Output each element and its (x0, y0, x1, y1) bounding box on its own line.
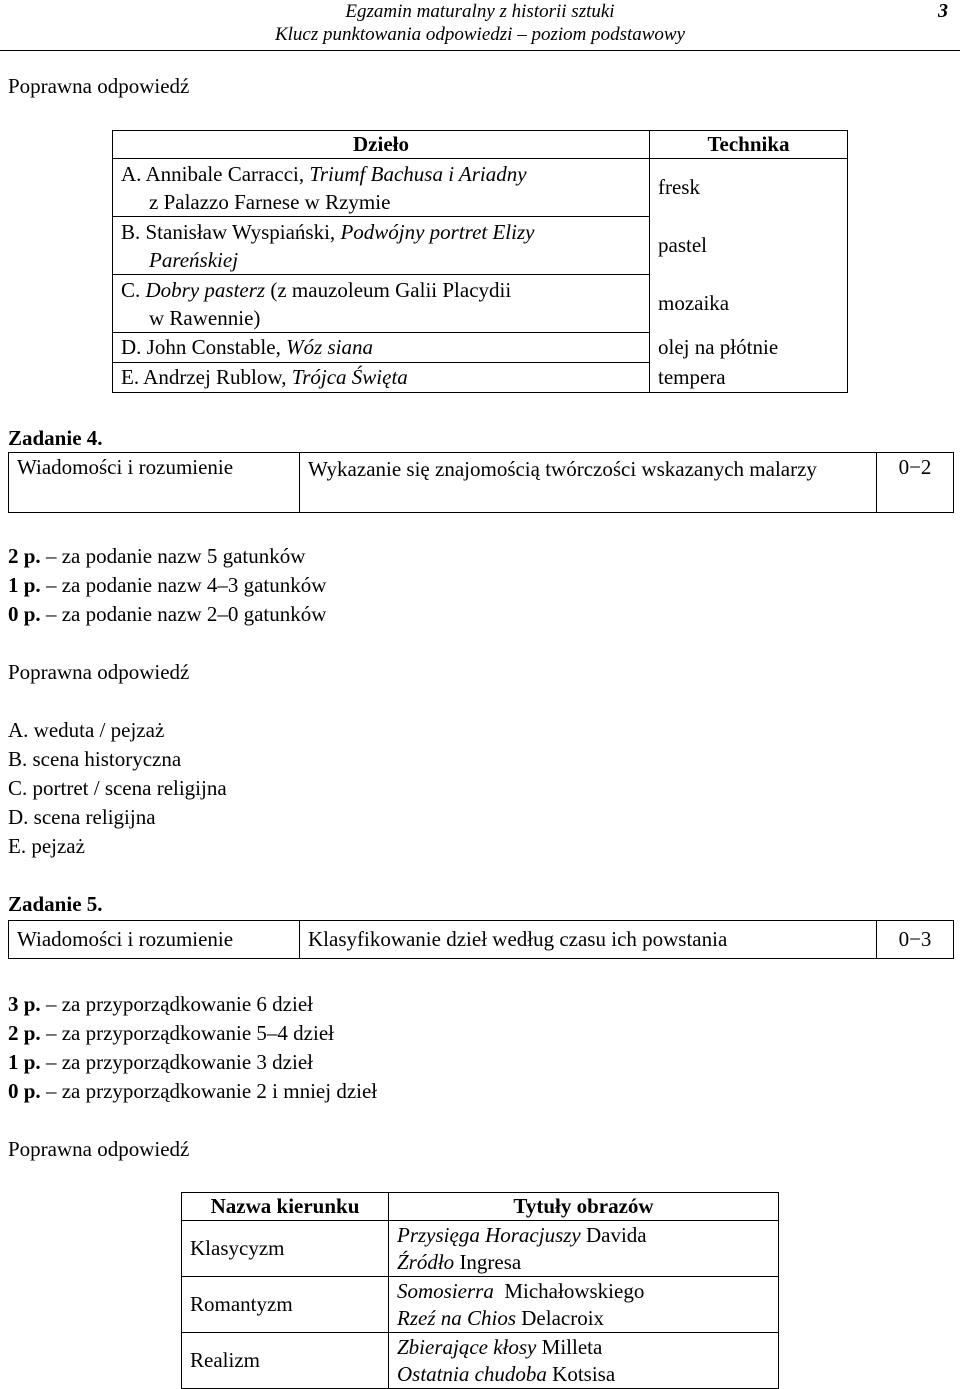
header-title: Egzamin maturalny z historii sztuki (345, 1, 615, 22)
technique-cell: fresk (650, 159, 848, 217)
movement-name: Klasycyzm (182, 1221, 389, 1277)
task5-description: Klasyfikowanie dzieł według czasu ich powstania (300, 921, 877, 959)
page-number: 3 (938, 0, 948, 22)
task4-title: Zadanie 4. (8, 426, 103, 450)
movement-name: Realizm (182, 1333, 389, 1389)
header-divider (0, 50, 960, 51)
task4-answer: B. scena historyczna (8, 747, 182, 771)
table-row: B. Stanisław Wyspiański, Podwójny portret Elizy Pareńskiej pastel (113, 217, 848, 275)
task4-answer-label: Poprawna odpowiedź (8, 660, 190, 684)
task4-header-table (8, 452, 954, 513)
col-header-titles: Tytuły obrazów (389, 1193, 779, 1221)
table-row: Romantyzm Somosierra Michałowskiego Rzeź na Chios Delacroix (182, 1277, 779, 1333)
task4-answer: E. pejzaż (8, 834, 85, 858)
technique-cell: pastel (650, 217, 848, 275)
task5-category: Wiadomości i rozumienie (9, 921, 300, 959)
technique-cell: mozaika (650, 275, 848, 333)
task4-answer: C. portret / scena religijna (8, 776, 227, 800)
task4-answer: D. scena religijna (8, 805, 156, 829)
table-row: E. Andrzej Rublow, Trójca Święta tempera (113, 363, 848, 393)
technique-cell: olej na płótnie (650, 333, 848, 363)
task5-points: 0−3 (877, 921, 954, 959)
task5-title: Zadanie 5. (8, 892, 103, 916)
task4-score-line: 1 p. – za podanie nazw 4–3 gatunków (8, 573, 327, 597)
works-technique-table (112, 130, 848, 393)
task4-category: Wiadomości i rozumienie (9, 453, 300, 513)
task4-score-line: 2 p. – za podanie nazw 5 gatunków (8, 544, 306, 568)
task5-score-line: 1 p. – za przyporządkowanie 3 dzieł (8, 1050, 313, 1074)
technique-cell: tempera (650, 363, 848, 393)
col-header-movement: Nazwa kierunku (182, 1193, 389, 1221)
task4-points: 0−2 (877, 453, 954, 513)
task4-description: Wykazanie się znajomością twórczości wskazanych malarzy (300, 453, 877, 513)
movements-table (181, 1192, 779, 1389)
answer-label-1: Poprawna odpowiedź (8, 74, 190, 98)
table-row: C. Dobry pasterz (z mauzoleum Galii Placydii w Rawennie) mozaika (113, 275, 848, 333)
task5-score-line: 0 p. – za przyporządkowanie 2 i mniej dzieł (8, 1079, 378, 1103)
table-row: A. Annibale Carracci, Triumf Bachusa i Ariadny z Palazzo Farnese w Rzymie fresk (113, 159, 848, 217)
table-row: Realizm Zbierające kłosy Milleta Ostatnia chudoba Kotsisa (182, 1333, 779, 1389)
col-header-technique: Technika (650, 131, 848, 159)
task4-answer: A. weduta / pejzaż (8, 718, 165, 742)
task5-header-table (8, 920, 954, 959)
table-row: D. John Constable, Wóz siana olej na płótnie (113, 333, 848, 363)
task5-answer-label: Poprawna odpowiedź (8, 1137, 190, 1161)
movement-name: Romantyzm (182, 1277, 389, 1333)
table-row: Klasycyzm Przysięga Horacjuszy Davida Źródło Ingresa (182, 1221, 779, 1277)
header-subtitle: Klucz punktowania odpowiedzi – poziom podstawowy (274, 24, 686, 45)
task5-score-line: 3 p. – za przyporządkowanie 6 dzieł (8, 992, 313, 1016)
task4-score-line: 0 p. – za podanie nazw 2–0 gatunków (8, 602, 327, 626)
task5-score-line: 2 p. – za przyporządkowanie 5–4 dzieł (8, 1021, 334, 1045)
col-header-work: Dzieło (113, 131, 650, 159)
